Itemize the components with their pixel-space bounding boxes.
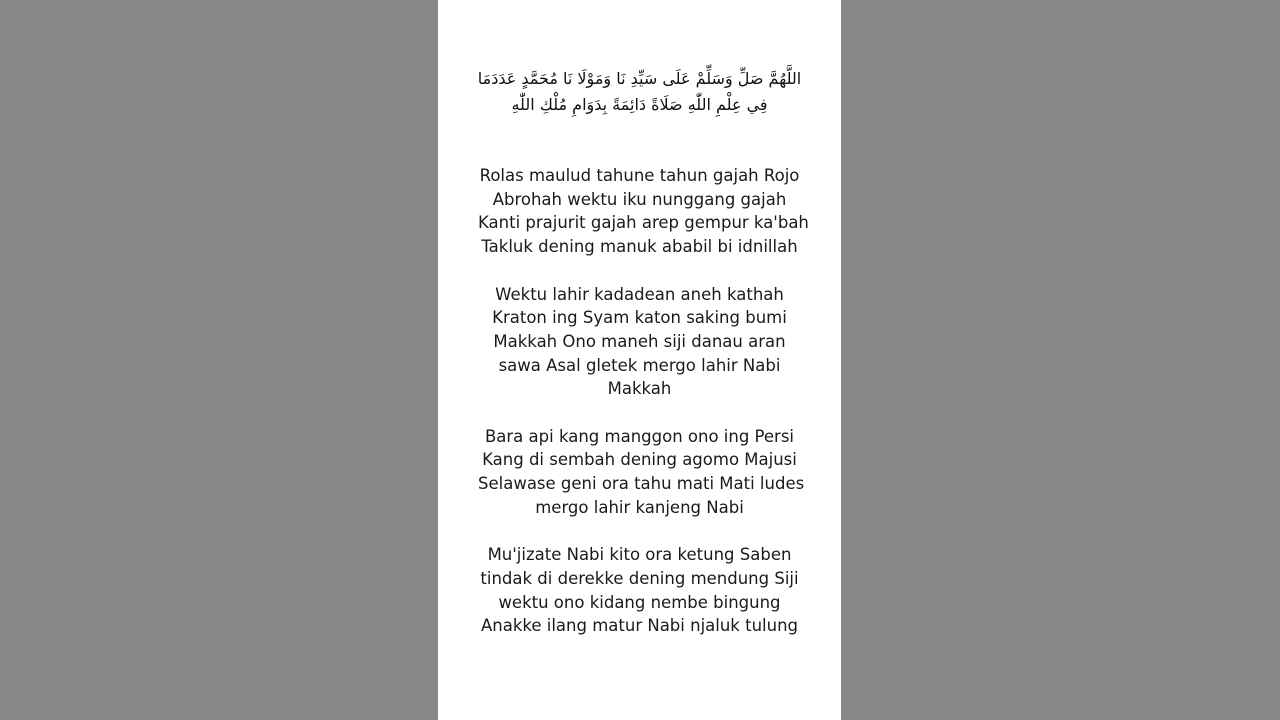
- stanza-4: [438, 543, 841, 638]
- lyric-line: wektu ono kidang nembe bingung: [498, 592, 781, 612]
- lyric-line: Selawase geni ora tahu mati Mati ludes: [478, 474, 805, 494]
- lyric-line: Makkah Ono maneh siji danau aran: [493, 331, 786, 351]
- arabic-line: فِي عِلْمِ اللّٰهِ صَلَاةً دَائِمَةً بِدَوَامِ مُلْكِ اللّٰهِ: [511, 95, 768, 114]
- lyric-line: Kang di sembah dening agomo Majusi: [482, 450, 797, 470]
- lyric-line: Mu'jizate Nabi kito ora ketung Saben: [487, 545, 792, 565]
- lyric-line: sawa Asal gletek mergo lahir Nabi: [498, 355, 781, 375]
- lyric-line: Anakke ilang matur Nabi njaluk tulung: [480, 616, 799, 636]
- lyrics-panel: [438, 0, 841, 720]
- lyric-line: Kanti prajurit gajah arep gempur ka'bah: [478, 213, 809, 233]
- lyric-line: Makkah: [607, 379, 672, 399]
- lyrics-body: [438, 164, 841, 662]
- lyric-line: Kraton ing Syam katon saking bumi: [492, 308, 787, 328]
- stanza-3: [438, 425, 841, 520]
- arabic-line: اللَّهُمَّ صَلِّ وَسَلِّمْ عَلَى سَيِّدِ نَا وَمَوْلَا نَا مُحَمَّدٍ عَدَدَمَا: [477, 69, 802, 88]
- lyric-line: Takluk dening manuk ababil bi idnillah: [481, 237, 798, 257]
- lyric-line: Wektu lahir kadadean aneh kathah: [495, 284, 784, 304]
- lyric-line: mergo lahir kanjeng Nabi: [535, 497, 744, 517]
- lyric-line: Bara api kang manggon ono ing Persi: [484, 426, 795, 446]
- lyric-line: tindak di derekke dening mendung Siji: [480, 568, 799, 588]
- lyric-line: Abrohah wektu iku nunggang gajah: [492, 189, 787, 209]
- stanza-2: [438, 283, 841, 402]
- stanza-1: [438, 164, 841, 259]
- arabic-prayer: [438, 66, 841, 118]
- lyric-line: Rolas maulud tahune tahun gajah Rojo: [479, 166, 800, 185]
